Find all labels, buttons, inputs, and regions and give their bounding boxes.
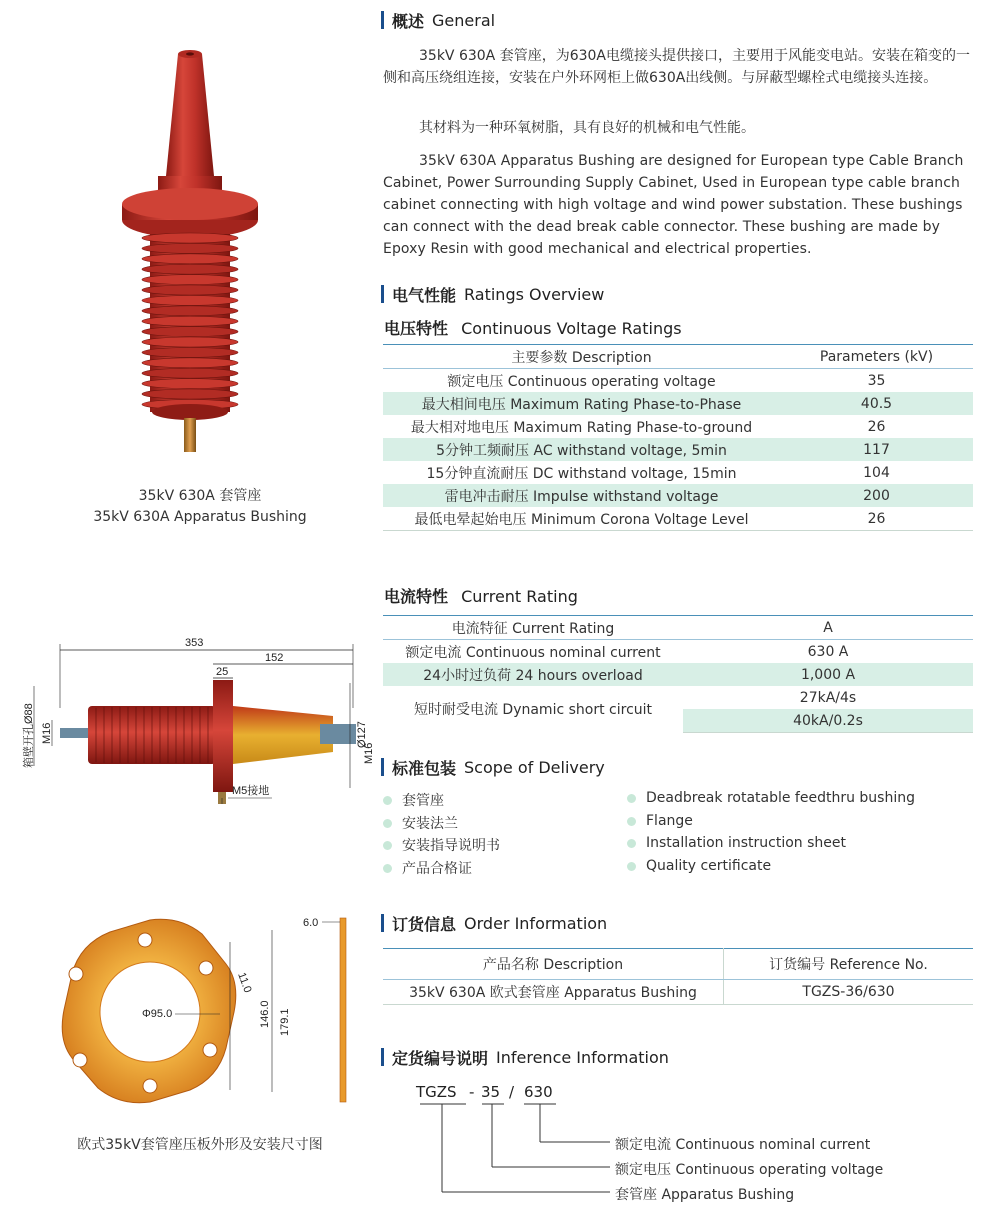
current-value-2: 40kA/0.2s bbox=[683, 709, 973, 733]
dim-95: Φ95.0 bbox=[142, 1008, 173, 1020]
inference-heading bbox=[381, 1046, 669, 1068]
table-row bbox=[383, 369, 973, 393]
general-para-cn-1: 35kV 630A 套管座，为630A电缆接头提供接口，主要用于风能变电站。安装在箱变的一侧和高压绕组连接，安装在户外环网柜上做630A出线侧。与屏蔽型螺栓式电缆接头连接。 bbox=[383, 48, 970, 86]
voltage-desc: 5分钟工频耐压 AC withstand voltage, 5min bbox=[383, 438, 780, 461]
order-heading bbox=[381, 912, 607, 934]
order-ref: TGZS-36/630 bbox=[724, 980, 974, 1005]
table-row bbox=[383, 438, 973, 461]
code-voltage: 35 bbox=[481, 1083, 501, 1101]
general-para-en: 35kV 630A Apparatus Bushing are designed for European type Cable Branch Cabinet, Power Surrounding Supply Cabinet, Used in European type cable branch cabinet connecting with high voltage and wind power substation. These bushings can connect with the dead break cable connector. These bushing are made by Epoxy Resin with good mechanical and electrical properties. bbox=[383, 153, 964, 257]
bushing-rib bbox=[142, 337, 238, 347]
order-header-ref: 订货编号 Reference No. bbox=[724, 949, 974, 980]
current-desc: 24小时过负荷 24 hours overload bbox=[383, 663, 683, 686]
current-desc: 额定电流 Continuous nominal current bbox=[405, 644, 661, 661]
bushing-photo bbox=[110, 48, 270, 456]
bushing-rib bbox=[142, 379, 238, 389]
list-item: Flange bbox=[627, 813, 693, 829]
voltage-desc: 额定电压 Continuous operating voltage bbox=[447, 373, 716, 390]
voltage-value: 117 bbox=[780, 438, 973, 461]
dim-m16-right: M16 bbox=[363, 742, 375, 764]
bushing-rib bbox=[142, 358, 238, 368]
order-title-cn: 订货信息 bbox=[392, 914, 457, 934]
table-row bbox=[383, 484, 973, 507]
bushing-dimension-drawing bbox=[20, 628, 380, 808]
bushing-rib bbox=[142, 327, 238, 337]
dim-6: 6.0 bbox=[303, 917, 319, 929]
current-table bbox=[383, 615, 973, 733]
list-item: Quality certificate bbox=[627, 858, 771, 874]
dim-m16-left: M16 bbox=[41, 722, 53, 744]
bushing-rib bbox=[142, 275, 238, 285]
voltage-desc: 最低电晕起始电压 Minimum Corona Voltage Level bbox=[383, 507, 780, 531]
general-title-en: General bbox=[432, 10, 496, 30]
code-dash: - bbox=[469, 1083, 475, 1101]
legend-bushing: 套管座 Apparatus Bushing bbox=[615, 1187, 795, 1203]
voltage-value: 26 bbox=[780, 507, 973, 531]
bushing-rib bbox=[142, 347, 238, 357]
voltage-header-param: Parameters (kV) bbox=[780, 345, 973, 369]
voltage-desc: 15分钟直流耐压 DC withstand voltage, 15min bbox=[426, 465, 737, 482]
bushing-rib bbox=[142, 306, 238, 316]
table-row bbox=[383, 980, 973, 1005]
voltage-desc: 最大相间电压 Maximum Rating Phase-to-Phase bbox=[383, 392, 780, 415]
current-title-cn: 电流特性 bbox=[384, 587, 449, 606]
list-item: 安装法兰 bbox=[383, 813, 458, 833]
code-series: TGZS bbox=[416, 1083, 457, 1101]
table-row bbox=[383, 640, 973, 664]
general-heading bbox=[381, 9, 495, 31]
voltage-subheading bbox=[384, 316, 682, 339]
list-item: 安装指导说明书 bbox=[383, 835, 500, 855]
dim-25: 25 bbox=[216, 666, 229, 678]
ratings-heading bbox=[381, 283, 604, 305]
dim-146: 146.0 bbox=[259, 1000, 271, 1028]
inference-title-cn: 定货编号说明 bbox=[392, 1048, 489, 1068]
bushing-rib bbox=[142, 233, 238, 243]
bushing-rib bbox=[142, 389, 238, 399]
voltage-title-cn: 电压特性 bbox=[384, 319, 449, 338]
table-row bbox=[383, 663, 973, 686]
voltage-value: 26 bbox=[867, 418, 886, 435]
delivery-heading bbox=[381, 756, 605, 778]
current-value: 630 A bbox=[807, 643, 849, 660]
code-current: 630 bbox=[524, 1083, 553, 1101]
ratings-title-cn: 电气性能 bbox=[392, 285, 457, 305]
table-row bbox=[383, 415, 973, 438]
table-row bbox=[383, 686, 973, 709]
voltage-title-en: Continuous Voltage Ratings bbox=[461, 319, 682, 338]
bushing-rib bbox=[142, 285, 238, 295]
product-caption-en: 35kV 630A Apparatus Bushing bbox=[93, 509, 307, 525]
current-value: 1,000 A bbox=[683, 663, 973, 686]
general-title-cn: 概述 bbox=[392, 11, 425, 31]
order-table bbox=[383, 948, 973, 1005]
bushing-rib bbox=[142, 264, 238, 274]
current-header-desc: 电流特征 Current Rating bbox=[383, 616, 683, 640]
legend-voltage: 额定电压 Continuous operating voltage bbox=[615, 1162, 884, 1178]
table-row bbox=[383, 507, 973, 531]
general-para-cn-2: 其材料为一种环氧树脂，具有良好的机械和电气性能。 bbox=[419, 120, 755, 136]
voltage-header-desc: 主要参数 Description bbox=[383, 345, 780, 369]
dim-127: Ø127 bbox=[356, 721, 368, 748]
dim-hole: 箱壁开孔Ø88 bbox=[23, 703, 35, 768]
current-header-unit: A bbox=[683, 616, 973, 640]
order-header-desc: 产品名称 Description bbox=[383, 949, 724, 980]
current-title-en: Current Rating bbox=[461, 587, 578, 606]
list-item: Installation instruction sheet bbox=[627, 835, 846, 851]
bushing-rib bbox=[142, 295, 238, 305]
dim-152: 152 bbox=[265, 652, 284, 664]
voltage-desc: 雷电冲击耐压 Impulse withstand voltage bbox=[383, 484, 780, 507]
current-subheading bbox=[384, 584, 578, 607]
list-item: 套管座 bbox=[383, 790, 444, 810]
code-slash: / bbox=[509, 1083, 515, 1101]
flange-caption: 欧式35kV套管座压板外形及安装尺寸图 bbox=[77, 1137, 323, 1153]
bushing-rib bbox=[142, 254, 238, 264]
voltage-desc: 最大相对地电压 Maximum Rating Phase-to-ground bbox=[410, 419, 753, 436]
dim-353: 353 bbox=[185, 637, 204, 649]
table-row bbox=[383, 392, 973, 415]
bushing-rib bbox=[142, 368, 238, 378]
current-value: 27kA/4s bbox=[799, 689, 857, 706]
code-leader-lines bbox=[420, 1102, 620, 1202]
delivery-title-en: Scope of Delivery bbox=[464, 757, 605, 777]
voltage-value: 40.5 bbox=[780, 392, 973, 415]
bushing-rib bbox=[142, 316, 238, 326]
dim-11: 11.0 bbox=[235, 970, 254, 995]
inference-title-en: Inference Information bbox=[496, 1047, 669, 1067]
bushing-rib bbox=[142, 243, 238, 253]
voltage-table bbox=[383, 344, 973, 531]
flange-drawing bbox=[50, 912, 360, 1112]
ratings-title-en: Ratings Overview bbox=[464, 284, 605, 304]
table-row bbox=[383, 461, 973, 484]
list-item: 产品合格证 bbox=[383, 858, 472, 878]
dim-m5: M5接地 bbox=[232, 785, 270, 797]
legend-current: 额定电流 Continuous nominal current bbox=[615, 1137, 871, 1153]
voltage-value: 200 bbox=[780, 484, 973, 507]
product-caption-cn: 35kV 630A 套管座 bbox=[138, 488, 262, 504]
voltage-value: 104 bbox=[863, 464, 890, 481]
list-item: Deadbreak rotatable feedthru bushing bbox=[627, 790, 915, 806]
order-title-en: Order Information bbox=[464, 913, 608, 933]
dim-179: 179.1 bbox=[279, 1008, 291, 1036]
delivery-title-cn: 标准包装 bbox=[392, 758, 457, 778]
current-desc: 短时耐受电流 Dynamic short circuit bbox=[413, 702, 653, 719]
voltage-value: 35 bbox=[867, 372, 886, 389]
order-desc: 35kV 630A 欧式套管座 Apparatus Bushing bbox=[383, 980, 724, 1005]
